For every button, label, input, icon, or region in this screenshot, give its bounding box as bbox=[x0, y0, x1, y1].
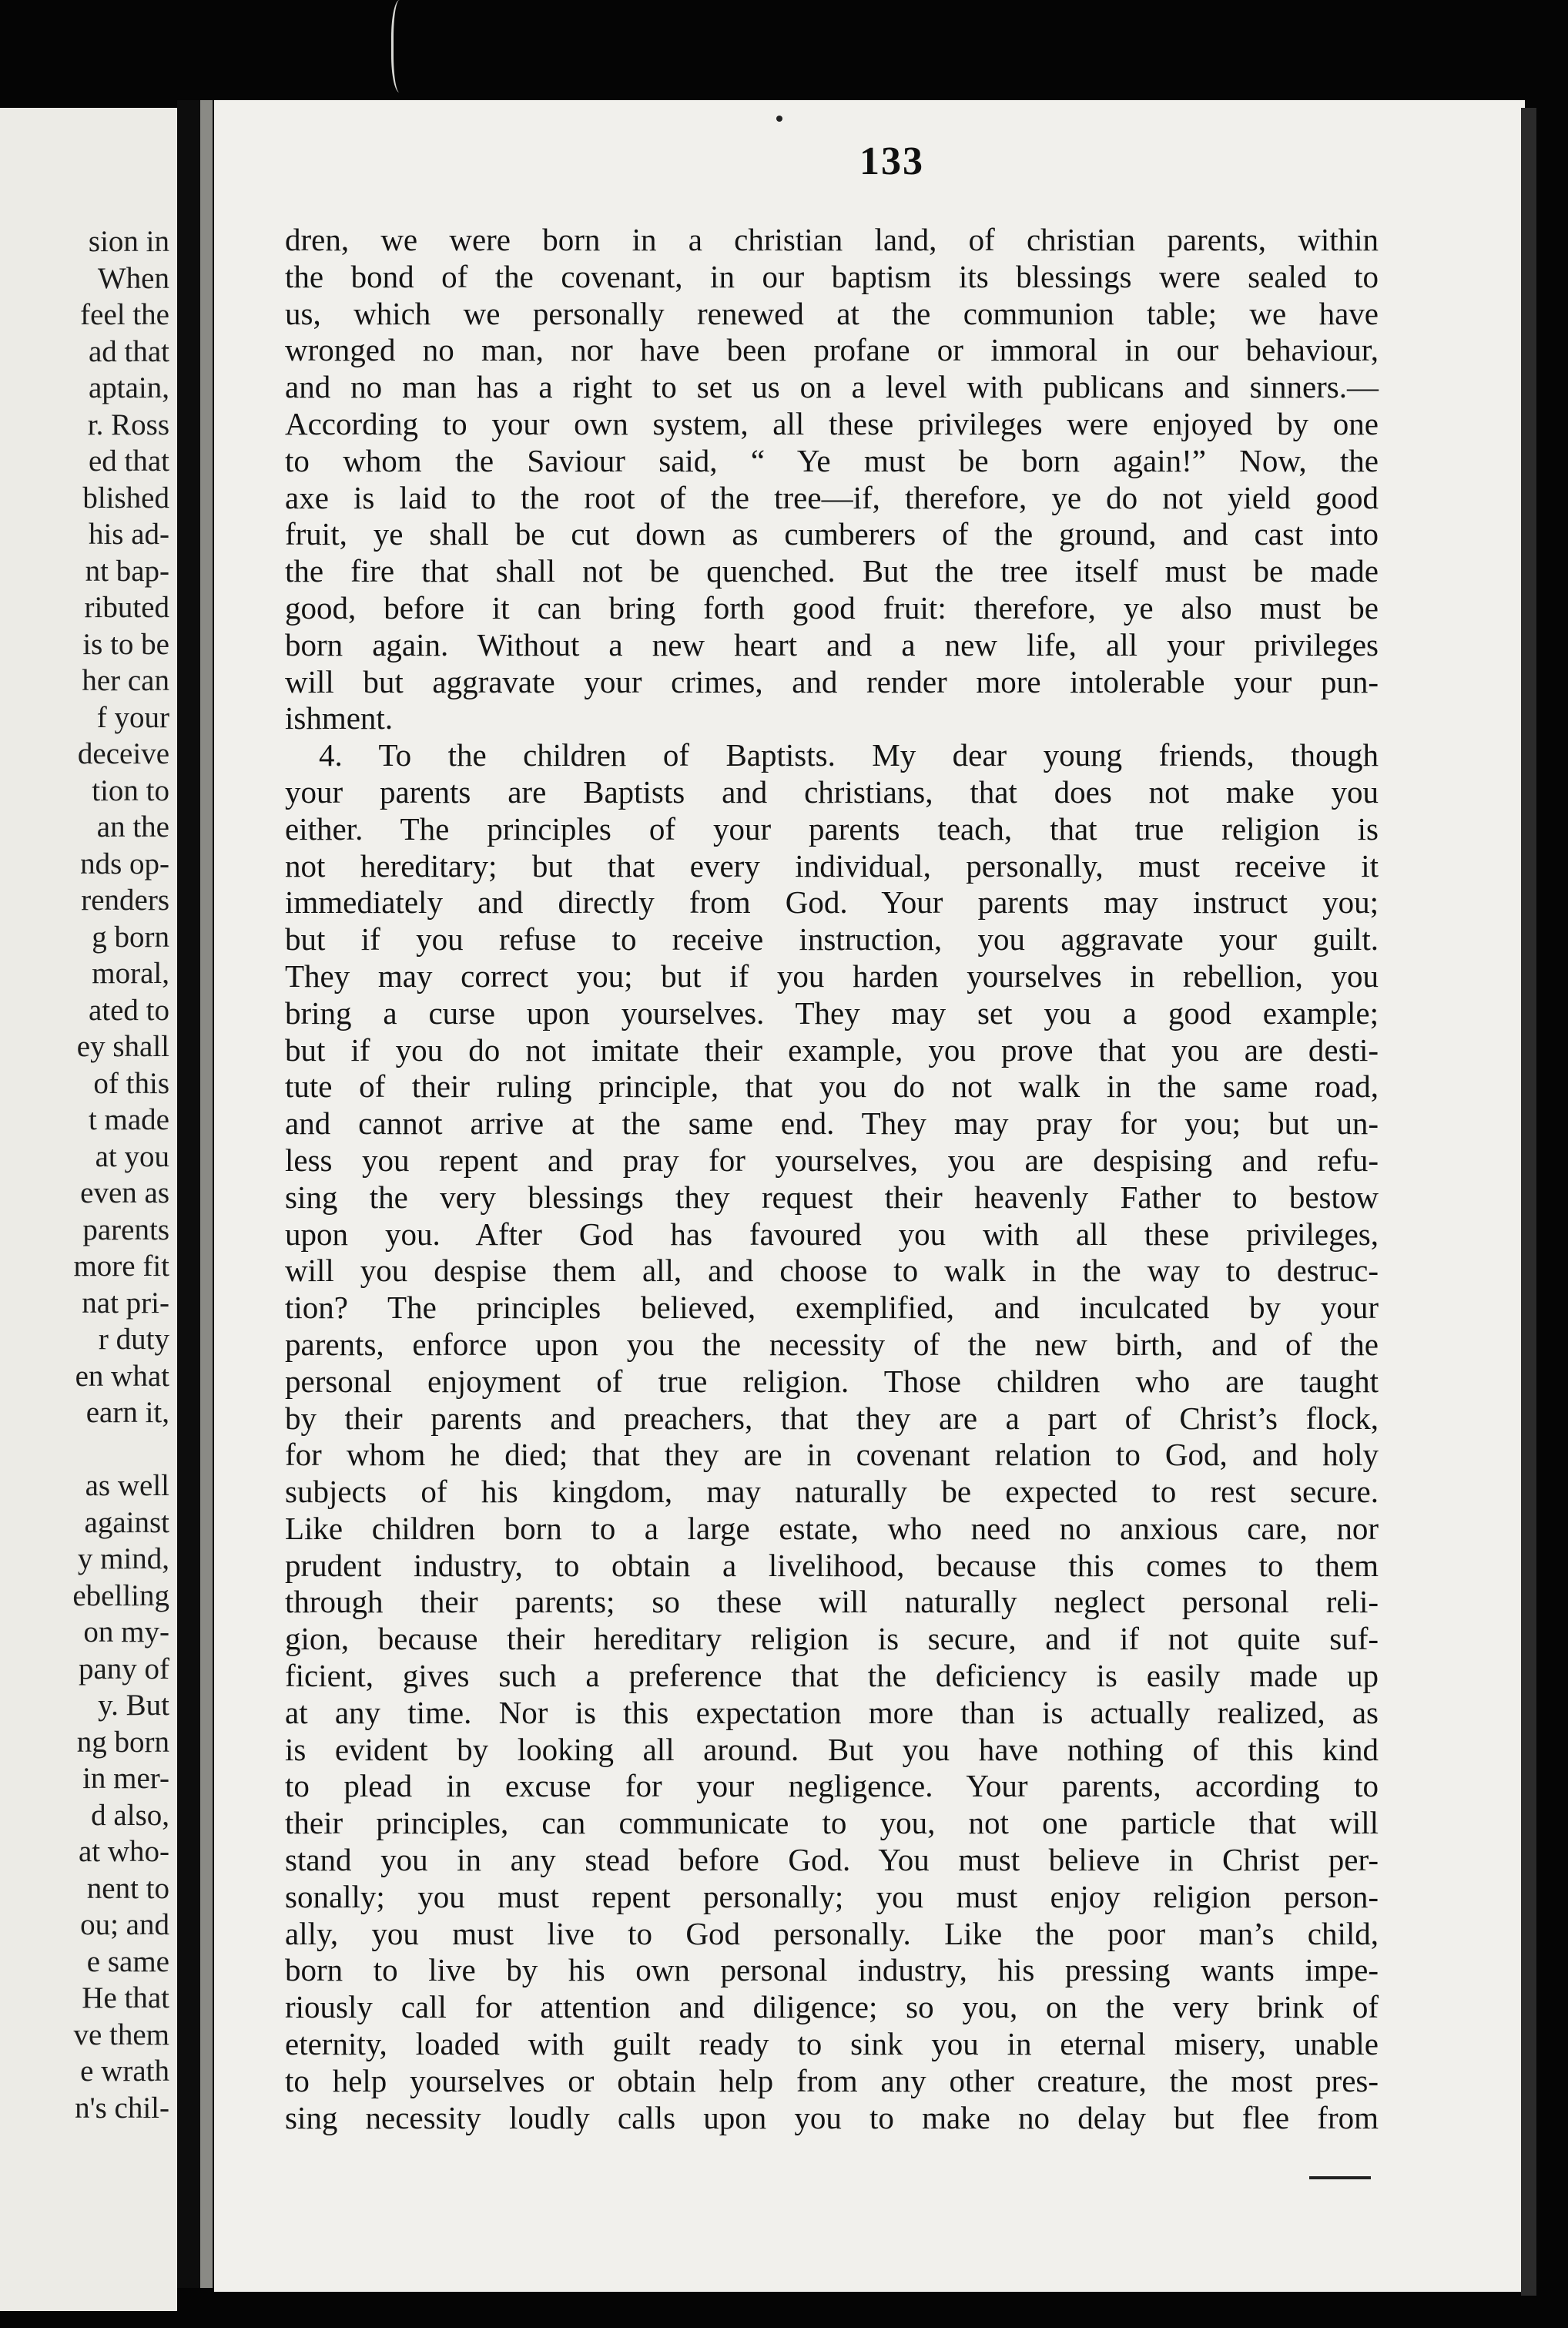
text-line: riously call for attention and diligence; so you, on the very brink of bbox=[285, 1989, 1379, 2025]
left-page-line: ed that bbox=[88, 444, 169, 478]
left-page-line: ou; and bbox=[80, 1908, 169, 1941]
left-page-line: on my- bbox=[83, 1615, 169, 1649]
ink-speck bbox=[776, 116, 782, 122]
page-133 bbox=[214, 100, 1525, 2292]
left-page-line: n's chil- bbox=[75, 2091, 169, 2125]
left-page-line: feel the bbox=[80, 298, 169, 331]
left-page-line: ve them bbox=[73, 2018, 169, 2051]
left-page-line: ebelling bbox=[72, 1578, 169, 1612]
left-page-line: ributed bbox=[84, 591, 169, 624]
left-page-line: more fit bbox=[73, 1250, 169, 1283]
left-page-line: ated to bbox=[88, 993, 169, 1027]
left-page-line: even as bbox=[80, 1176, 169, 1209]
body-text bbox=[285, 222, 1379, 2136]
left-page-line: at you bbox=[95, 1139, 169, 1173]
left-page-line: her can bbox=[82, 664, 169, 697]
text-line: tute of their ruling principle, that you do not walk in the same road, bbox=[285, 1068, 1379, 1105]
text-line: ally, you must live to God personally. Like the poor man’s child, bbox=[285, 1915, 1379, 1951]
left-page-line bbox=[0, 1431, 169, 1468]
text-line: sing necessity loudly calls upon you to make no delay but flee from bbox=[285, 2099, 1379, 2135]
text-line: ficient, gives such a preference that the deficiency is easily made up bbox=[285, 1658, 1379, 1694]
text-line: to help yourselves or obtain help from any other creature, the most pres- bbox=[285, 2062, 1379, 2098]
left-page-line: in mer- bbox=[82, 1762, 169, 1795]
left-page-line: e wrath bbox=[80, 2055, 169, 2088]
left-page-line: deceive bbox=[77, 737, 169, 770]
text-line: ishment. bbox=[285, 700, 394, 736]
left-page-line: against bbox=[84, 1505, 169, 1539]
left-page-line: as well bbox=[85, 1469, 169, 1502]
left-page-line: f your bbox=[96, 700, 169, 734]
text-line: sing the very blessings they request their heavenly Father to bestow bbox=[285, 1179, 1379, 1215]
text-line: upon you. After God has favoured you with all these privileges, bbox=[285, 1216, 1379, 1252]
left-page-line: r duty bbox=[98, 1323, 169, 1356]
text-line: Like children born to a large estate, who need no anxious care, nor bbox=[285, 1510, 1379, 1546]
left-page-line: ad that bbox=[88, 334, 169, 368]
paper-fiber-mark bbox=[391, 0, 412, 92]
left-page-line: en what bbox=[75, 1359, 169, 1393]
text-line: their principles, can communicate to you, not one particle that will bbox=[285, 1805, 1379, 1841]
left-page-text bbox=[0, 223, 169, 2126]
text-line: by their parents and preachers, that they are a part of Christ’s flock, bbox=[285, 1400, 1379, 1436]
left-page-line: tion to bbox=[92, 773, 169, 807]
text-line: 4. To the children of Baptists. My dear young friends, though bbox=[319, 737, 1379, 773]
text-line: born to live by his own personal industry, his pressing wants impe- bbox=[285, 1952, 1379, 1988]
left-page-line: nt bap- bbox=[85, 554, 169, 588]
text-line: the bond of the covenant, in our baptism its blessings were sealed to bbox=[285, 258, 1379, 294]
text-line: to whom the Saviour said, “ Ye must be born again!” Now, the bbox=[285, 442, 1379, 478]
text-line: sonally; you must repent personally; you must enjoy religion person- bbox=[285, 1878, 1379, 1914]
text-line: and no man has a right to set us on a level with publicans and sinners.— bbox=[285, 369, 1379, 405]
left-page-line: r. Ross bbox=[87, 408, 169, 441]
page-number: 133 bbox=[859, 139, 924, 183]
left-page-line: an the bbox=[96, 810, 169, 844]
left-page-line: sion in bbox=[88, 225, 169, 258]
left-page-line: renders bbox=[81, 884, 169, 917]
text-line: born again. Without a new heart and a new life, all your privileges bbox=[285, 626, 1379, 663]
text-line: is evident by looking all around. But you have nothing of this kind bbox=[285, 1731, 1379, 1767]
text-line: stand you in any stead before God. You must believe in Christ per- bbox=[285, 1842, 1379, 1878]
left-page-line: pany of bbox=[78, 1652, 169, 1686]
left-page-line: When bbox=[97, 261, 169, 295]
text-line: dren, we were born in a christian land, of christian parents, within bbox=[285, 222, 1379, 257]
left-page-line: nat pri- bbox=[82, 1286, 169, 1320]
left-page-line: He that bbox=[82, 1981, 169, 2014]
text-line: immediately and directly from God. Your parents may instruct you; bbox=[285, 884, 1379, 921]
text-line: less you repent and pray for yourselves, you are despising and refu- bbox=[285, 1142, 1379, 1178]
left-page-line: aptain, bbox=[88, 371, 169, 404]
left-page-line: his ad- bbox=[88, 518, 169, 551]
page-edge-shadow bbox=[1521, 108, 1536, 2296]
text-line: good, before it can bring forth good fruit: therefore, ye also must be bbox=[285, 589, 1379, 626]
text-line: but if you refuse to receive instruction, you aggravate your guilt. bbox=[285, 921, 1379, 958]
left-page-line: ng born bbox=[76, 1725, 169, 1759]
text-line: and cannot arrive at the same end. They may pray for you; but un- bbox=[285, 1105, 1379, 1142]
text-line: will but aggravate your crimes, and render more intolerable your pun- bbox=[285, 663, 1379, 699]
left-page-line: d also, bbox=[91, 1798, 169, 1832]
left-page-line: nds op- bbox=[80, 847, 169, 881]
text-line: but if you do not imitate their example, you prove that you are desti- bbox=[285, 1031, 1379, 1068]
left-page-line: blished bbox=[82, 481, 169, 515]
left-page-line: y mind, bbox=[77, 1542, 169, 1575]
left-page-line: is to be bbox=[82, 627, 169, 661]
text-line: fruit, ye shall be cut down as cumberers of the ground, and cast into bbox=[285, 516, 1379, 552]
text-line: at any time. Nor is this expectation more than is actually realized, as bbox=[285, 1694, 1379, 1730]
text-line: the fire that shall not be quenched. But the tree itself must be made bbox=[285, 553, 1379, 589]
text-line: will you despise them all, and choose to walk in the way to destruc- bbox=[285, 1253, 1379, 1289]
text-line: through their parents; so these will naturally neglect personal reli- bbox=[285, 1584, 1379, 1620]
left-page-line: e same bbox=[86, 1944, 169, 1978]
text-line: axe is laid to the root of the tree—if, therefore, ye do not yield good bbox=[285, 479, 1379, 515]
text-line: tion? The principles believed, exemplified, and inculcated by your bbox=[285, 1290, 1379, 1326]
gutter-edge bbox=[200, 100, 213, 2288]
text-line: bring a curse upon yourselves. They may set you a good example; bbox=[285, 995, 1379, 1031]
text-line: for whom he died; that they are in covenant relation to God, and holy bbox=[285, 1437, 1379, 1473]
text-line: your parents are Baptists and christians, that does not make you bbox=[285, 773, 1379, 810]
text-line: to plead in excuse for your negligence. Your parents, according to bbox=[285, 1768, 1379, 1804]
text-line: According to your own system, all these privileges were enjoyed by one bbox=[285, 405, 1379, 441]
left-page-line: y. But bbox=[98, 1689, 169, 1722]
left-page-line: t made bbox=[88, 1103, 169, 1136]
text-line: prudent industry, to obtain a livelihood, because this comes to them bbox=[285, 1547, 1379, 1583]
text-line: gion, because their hereditary religion is secure, and if not quite suf- bbox=[285, 1621, 1379, 1657]
text-line: us, which we personally renewed at the communion table; we have bbox=[285, 295, 1379, 331]
left-page-line: moral, bbox=[92, 957, 169, 990]
text-line: eternity, loaded with guilt ready to sink you in eternal misery, unable bbox=[285, 2026, 1379, 2062]
bottom-mark bbox=[1309, 2176, 1371, 2179]
left-page-line: parents bbox=[82, 1213, 169, 1246]
text-line: They may correct you; but if you harden yourselves in rebellion, you bbox=[285, 958, 1379, 994]
left-page-line: of this bbox=[93, 1066, 169, 1100]
text-line: wronged no man, nor have been profane or immoral in our behaviour, bbox=[285, 332, 1379, 368]
left-page-line: nent to bbox=[86, 1871, 169, 1905]
text-line: either. The principles of your parents teach, that true religion is bbox=[285, 810, 1379, 847]
text-line: personal enjoyment of true religion. Those children who are taught bbox=[285, 1363, 1379, 1399]
text-line: parents, enforce upon you the necessity of the new birth, and of the bbox=[285, 1326, 1379, 1362]
left-page-line: earn it, bbox=[85, 1396, 169, 1429]
text-line: subjects of his kingdom, may naturally be expected to rest secure. bbox=[285, 1474, 1379, 1510]
text-line: not hereditary; but that every individual, personally, must receive it bbox=[285, 847, 1379, 884]
left-page-line: g born bbox=[92, 920, 169, 954]
left-page-line: ey shall bbox=[76, 1030, 169, 1063]
left-page-fragment bbox=[0, 108, 177, 2311]
left-page-line: at who- bbox=[78, 1835, 169, 1868]
